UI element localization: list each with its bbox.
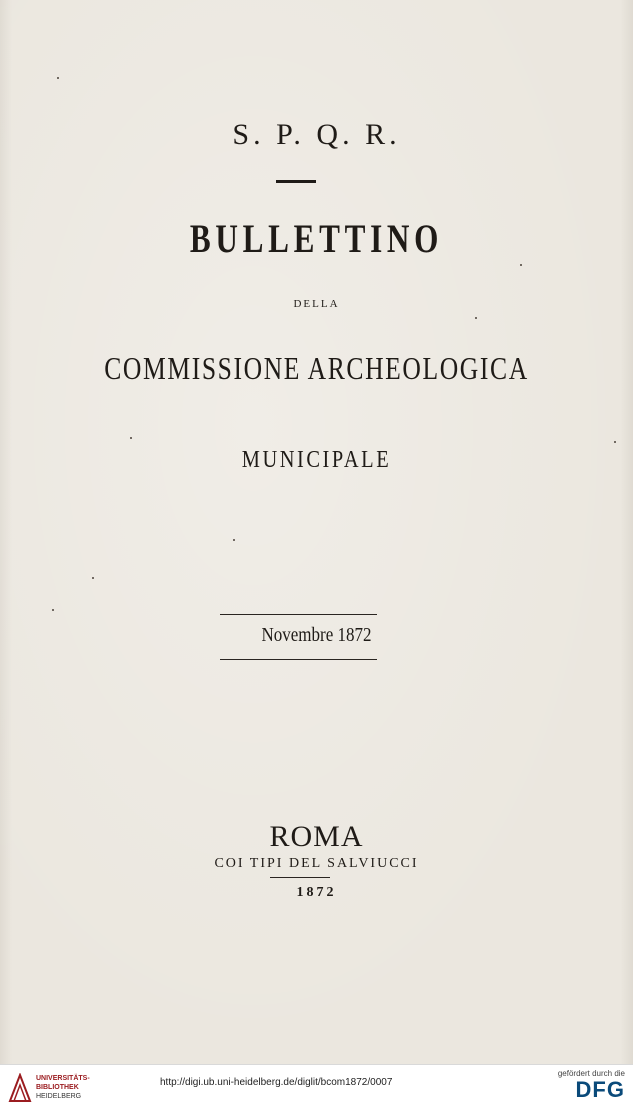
source-url-link[interactable]: http://digi.ub.uni-heidelberg.de/diglit/bcom1872/0007 bbox=[160, 1077, 393, 1088]
imprint-printer: COI TIPI DEL SALVIUCCI bbox=[214, 856, 419, 871]
spqr-heading: S. P. Q. R. bbox=[232, 118, 401, 151]
digitization-footer bbox=[0, 1064, 633, 1110]
paper-speck bbox=[92, 577, 94, 579]
paper-speck bbox=[520, 264, 522, 266]
dfg-logo: DFG bbox=[575, 1077, 625, 1102]
paper-speck bbox=[52, 609, 54, 611]
paper-speck bbox=[614, 441, 616, 443]
funded-by-text: gefördert durch die bbox=[557, 1069, 625, 1078]
della-text: DELLA bbox=[293, 298, 340, 310]
university-library-logo-icon bbox=[8, 1073, 32, 1103]
imprint-city: ROMA bbox=[269, 820, 364, 853]
title-rule bbox=[276, 180, 316, 183]
date-rule-top bbox=[220, 614, 377, 615]
commission-title: COMMISSIONE ARCHEOLOGICA bbox=[104, 350, 529, 386]
dfg-credit bbox=[558, 1069, 625, 1102]
imprint-year: 1872 bbox=[296, 885, 337, 900]
imprint-rule bbox=[270, 877, 330, 878]
date-rule-bottom bbox=[220, 659, 377, 660]
journal-title: BULLETTINO bbox=[189, 216, 444, 261]
paper-speck bbox=[130, 437, 132, 439]
paper-speck bbox=[57, 77, 59, 79]
library-name: UNIVERSITÄTS- BIBLIOTHEK HEIDELBERG bbox=[36, 1075, 90, 1100]
paper-speck bbox=[475, 317, 477, 319]
paper-speck bbox=[233, 539, 235, 541]
municipale-title: MUNICIPALE bbox=[241, 447, 392, 473]
issue-date: Novembre 1872 bbox=[261, 624, 372, 646]
